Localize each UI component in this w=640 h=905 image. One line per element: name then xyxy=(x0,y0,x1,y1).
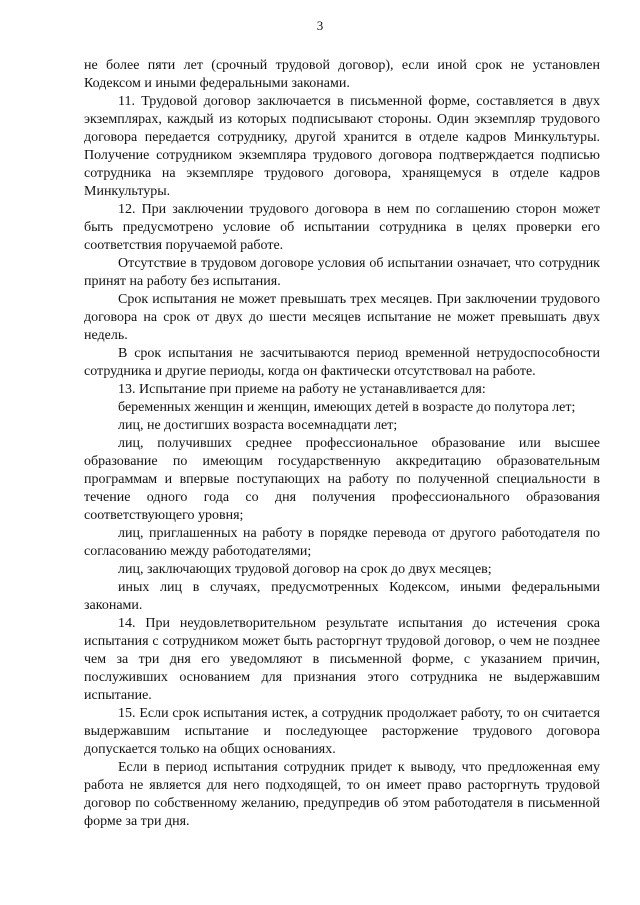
paragraph-item-11: 11. Трудовой договор заключается в письменной форме, составляется в двух экземплярах, каждый из которых подписывают стороны. Один экземпляр трудового договора передается сотруднику, другой хранится в отделе кадров Минкультуры. Получение сотрудником экземпляра трудового договора подтверждается подписью сотрудника на экземпляре трудового договора, хранящемуся в отделе кадров Минкультуры. xyxy=(84,94,600,199)
list-item-short-contract: лиц, заключающих трудовой договор на срок до двух месяцев; xyxy=(118,562,492,577)
list-item-other-persons: иных лиц в случаях, предусмотренных Кодексом, иными федеральными законами. xyxy=(84,580,600,613)
paragraph-no-probation-condition: Отсутствие в трудовом договоре условия об испытании означает, что сотрудник принят на работу без испытания. xyxy=(84,256,600,289)
paragraph-item-15: 15. Если срок испытания истек, а сотрудник продолжает работу, то он считается выдержавшим испытание и последующее расторжение трудового договора допускается только на общих основаниях. xyxy=(84,706,600,757)
paragraph-probation-duration: Срок испытания не может превышать трех месяцев. При заключении трудового договора на срок от двух до шести месяцев испытание не может превышать двух недель. xyxy=(84,292,600,343)
paragraph-item-12: 12. При заключении трудового договора в нем по соглашению сторон может быть предусмотрено условие об испытании сотрудника в целях проверки его соответствия поручаемой работе. xyxy=(84,202,600,253)
paragraph-continuation: не более пяти лет (срочный трудовой договор), если иной срок не установлен Кодексом и иными федеральными законами. xyxy=(84,58,600,91)
paragraph-resignation-during-probation: Если в период испытания сотрудник придет к выводу, что предложенная ему работа не является для него подходящей, то он имеет право расторгнуть трудовой договор по собственному желанию, предупредив об этом работодателя в письменной форме за три дня. xyxy=(84,760,600,829)
list-item-graduates: лиц, получивших среднее профессиональное образование или высшее образование по имеющим государственную аккредитацию образовательным программам и впервые поступающих на работу по полученной специальности в течение одного года со дня получения профессионального образования соответствующего уровня; xyxy=(84,436,600,523)
page-number: 3 xyxy=(316,18,324,33)
paragraph-item-13: 13. Испытание при приеме на работу не устанавливается для: xyxy=(118,382,486,397)
list-item-transferred: лиц, приглашенных на работу в порядке перевода от другого работодателя по согласованию между работодателями; xyxy=(84,526,600,559)
list-item-under-eighteen: лиц, не достигших возраста восемнадцати лет; xyxy=(118,418,398,433)
list-item-pregnant-women: беременных женщин и женщин, имеющих детей в возрасте до полутора лет; xyxy=(118,400,576,415)
paragraph-item-14: 14. При неудовлетворительном результате испытания до истечения срока испытания с сотрудником может быть расторгнут трудовой договор, о чем не позднее чем за три дня его уведомляют в письменной форме, с указанием причин, послуживших основанием для признания этого сотрудника не выдержавшим испытание. xyxy=(84,616,600,703)
document-body xyxy=(84,57,600,831)
paragraph-probation-exclusions: В срок испытания не засчитываются период временной нетрудоспособности сотрудника и другие периоды, когда он фактически отсутствовал на работе. xyxy=(84,346,600,379)
